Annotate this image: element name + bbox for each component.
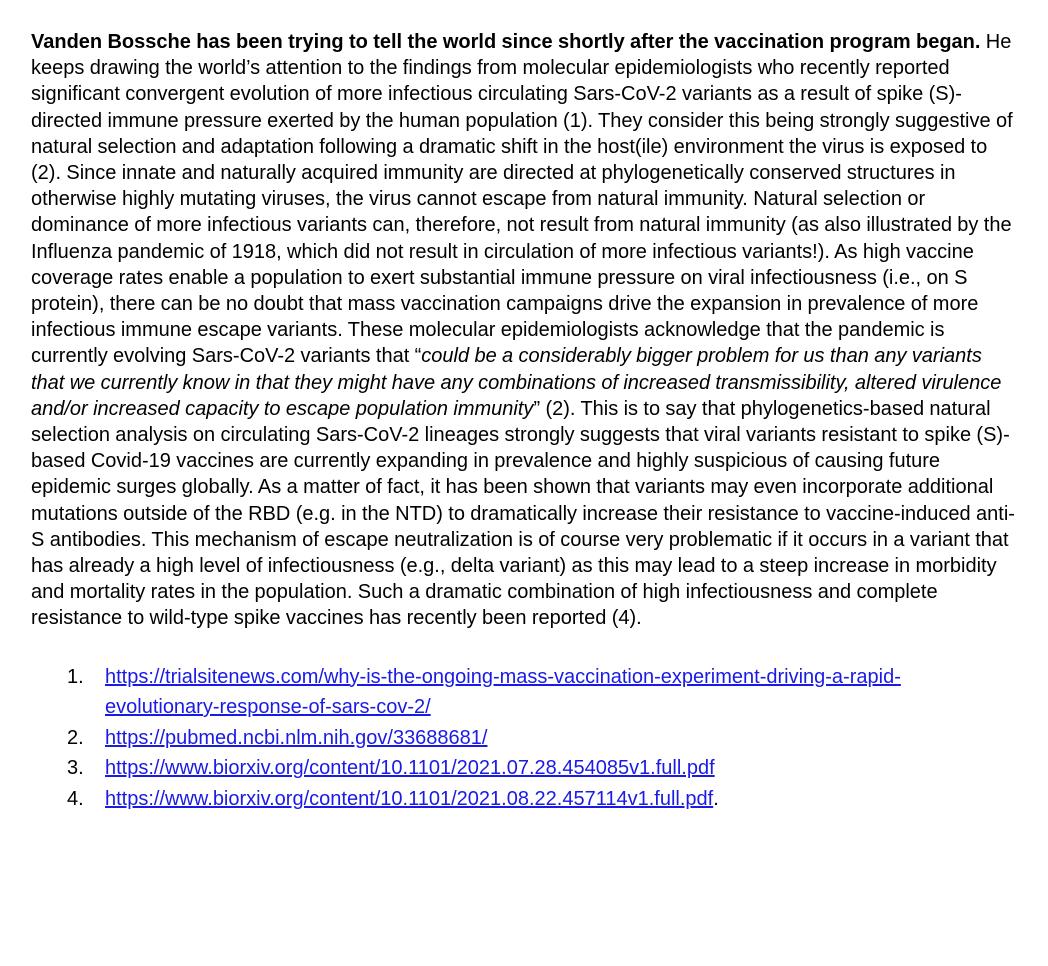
paragraph-text-part2: ” (2). This is to say that phylogenetics-based natural selection analysis on circulating Sars-CoV-2 lineages strongly suggests that viral variants resistant to spike (S)-based Covid-19 vaccines are currently expanding in prevalence and highly suspicious of causing future epidemic surges globally. As a matter of fact, it has been shown that variants may even incorporate additional mutations outside of the RBD (e.g. in the NTD) to dramatically increase their resistance to vaccine-induced anti-S antibodies. This mechanism of escape neutralization is of course very problematic if it occurs in a variant that has already a high level of infectiousness (e.g., delta variant) as this may lead to a steep increase in morbidity and mortality rates in the population. Such a dramatic combination of high infectiousness and complete resistance to wild-type spike vaccines has recently been reported (4). — [31, 397, 1015, 630]
paragraph-text-part1: He keeps drawing the world’s attention to the findings from molecular epidemiologists who recently reported significant convergent evolution of more infectious circulating Sars-CoV-2 variants as a result of spike (S)-directed immune pressure exerted by the human population (1). They consider this being strongly suggestive of natural selection and adaptation following a dramatic shift in the host(ile) environment the virus is exposed to (2). Since innate and naturally acquired immunity are directed at phylogenetically conserved structures in otherwise highly mutating viruses, the virus cannot escape from natural immunity. Natural selection or dominance of more infectious variants can, therefore, not result from natural immunity (as also illustrated by the Influenza pandemic of 1918, which did not result in circulation of more infectious variants!). As high vaccine coverage rates enable a population to exert substantial immune pressure on viral infectiousness (i.e., on S protein), there can be no doubt that mass vaccination campaigns drive the expansion in prevalence of more infectious immune escape variants. These molecular epidemiologists acknowledge that the pandemic is currently evolving Sars-CoV-2 variants that “ — [31, 31, 1013, 368]
reference-number: 4. — [67, 787, 84, 810]
reference-link-1[interactable]: https://trialsitenews.com/why-is-the-ongoing-mass-vaccination-experiment-driving-a-rapid-evolutionary-response-of-sars-cov-2/ — [105, 665, 901, 719]
body-paragraph — [31, 29, 1018, 632]
reference-item-4 — [31, 784, 1018, 815]
quoted-text: could be a considerably bigger problem for us than any variants that we currently know in that they might have any combinations of increased transmissibility, altered virulence and/or increased capacity to escape population immunity — [31, 345, 1002, 420]
reference-list — [31, 662, 1018, 815]
reference-suffix: . — [713, 787, 719, 810]
reference-link-3[interactable]: https://www.biorxiv.org/content/10.1101/2021.07.28.454085v1.full.pdf — [105, 757, 715, 780]
lead-sentence: Vanden Bossche has been trying to tell the world since shortly after the vaccination program began. — [31, 31, 981, 53]
reference-link-4[interactable]: https://www.biorxiv.org/content/10.1101/2021.08.22.457114v1.full.pdf — [105, 787, 714, 810]
reference-number: 3. — [67, 757, 84, 780]
reference-item-3 — [31, 753, 1018, 784]
reference-number: 2. — [67, 726, 84, 749]
reference-item-2 — [31, 723, 1018, 754]
reference-number: 1. — [67, 665, 84, 688]
reference-item-1 — [31, 662, 1018, 723]
reference-link-2[interactable]: https://pubmed.ncbi.nlm.nih.gov/33688681/ — [105, 726, 488, 749]
